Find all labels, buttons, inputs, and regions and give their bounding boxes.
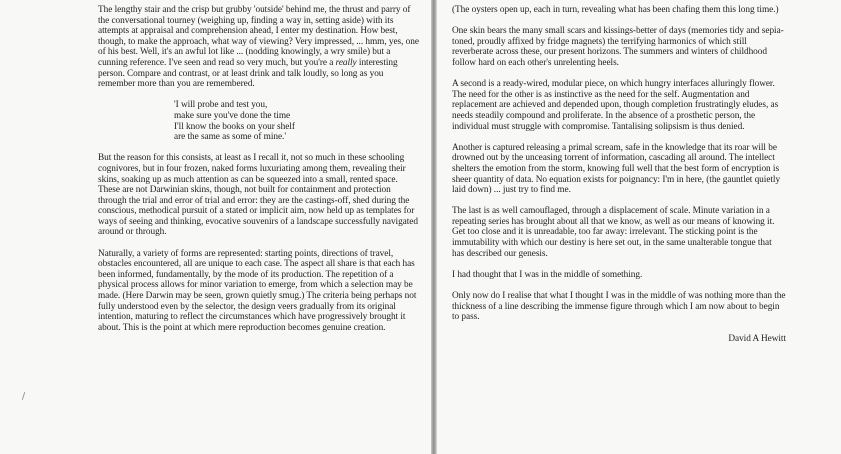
paragraph-second-skin: A second is a ready-wired, modular piece, on which hungry interfaces alluringly flower. The need for the other is as instinctive as the need for the self. Augmentation and replacement are achieved and depended upon, though completion frustratingly eludes, as needs steadily compound and proliferate. In the absence of a prosthetic person, the individual must struggle with compromise. Tantalising solipsism is thus denied. — [452, 79, 779, 132]
right-column — [452, 5, 786, 344]
left-column — [98, 5, 420, 344]
paragraph-third-skin: Another is captured releasing a primal scream, safe in the knowledge that its roar will be drowned out by the unceasing torrent of information, cascading all around. The intellect shelters the emotion from the storm, knowing full well that the best form of encryption is sheer quantity of data. No equation exists for poignancy: I'm in here, (the gauntlet quietly laid down) ... just try to find me. — [452, 142, 781, 196]
verse-line: I'll know the books on your shelf — [174, 121, 295, 132]
paragraph-approach: The lengthy stair and the crisp but grubby 'outside' behind me, the thrust and parry of the conversational tourney (weighing up, finding a way in, setting aside) with its attempts at appraisal and comprehension ahead, I enter my destination. How best, though, to make the approach, what way of viewing? Very impressed, ... hmm, yes, one of his best. Well, it's an awful lot like ... (nodding knowingly, a wry smile) but a cunning reference. I've seen and read so very much, but you're a really interesting person. Compare and contrast, or at least drink and talk loudly, so long as you remember more than you are remembered. — [98, 5, 419, 90]
paragraph-oysters: (The oysters open up, each in turn, revealing what has been chafing them this long time.) — [452, 5, 779, 15]
paragraph-skins: But the reason for this consists, at least as I recall it, not so much in these schooling cognivores, but in four frozen, naked forms luxuriating among them, revealing their skins, soaking up as much attention as can be squeezed into a small, rented space. These are not Darwinian skins, though, not built for containment and protection through the trial and error of trial and error: they are the castings-off, shed during the conscious, methodical pursuit of a stated or implicit aim, now held up as templates for ways of seeing and thinking, evocative souvenirs of a landscape successfully navigated around or through. — [98, 153, 418, 238]
paragraph-first-skin: One skin bears the many small scars and kissings-better of days (memories tidy and sepia-toned, proudly affixed by fridge magnets) the terrifying harmonics of which still reverberate across these, our present horizons. The summers and winters of childhood follow hard on each other's unrelenting heels. — [452, 26, 784, 68]
scan-mark — [22, 392, 25, 400]
verse-line: are the same as some of mine.' — [174, 132, 286, 143]
right-page — [437, 0, 841, 454]
verse-line: 'I will probe and test you, — [174, 100, 268, 111]
paragraph-conclusion: Only now do I realise that what I thought I was in the middle of was nothing more than the thickness of a line describing the immense figure through which I am now about to begin to pass. — [452, 291, 786, 323]
author-signature: David A Hewitt — [728, 333, 786, 344]
verse-line: make sure you've done the time — [174, 110, 291, 121]
emphasis-really: really — [335, 57, 357, 68]
paragraph-middle: I had thought that I was in the middle of something. — [452, 269, 643, 280]
paragraph-forms: Naturally, a variety of forms are represented: starting points, directions of travel, obstacles encountered, all are unique to each case. The aspect all share is that each has been informed, fundamentally, by the mode of its production. The repetition of a physical process allows for minor variation to emerge, from which a selection may be made. (Here Darwin may be seen, grown quietly smug.) The criteria being perhaps not fully understood even by the selector, the design veers gradually from its original intention, maturing to reflect the circumstances which have progressively brought it about. This is the point at which mere reproduction becomes genuine creation. — [98, 248, 417, 333]
paragraph-last-skin: The last is as well camouflaged, through a displacement of scale. Minute variation in a repeating series has brought about all that we know, as well as our means of knowing it. Get too close and it is unreadable, too far away: irrelevant. The sticking point is the immutability with which our destiny is here set out, in the same unalterable tongue that has described our genesis. — [452, 206, 775, 259]
verse-quote — [174, 100, 420, 142]
